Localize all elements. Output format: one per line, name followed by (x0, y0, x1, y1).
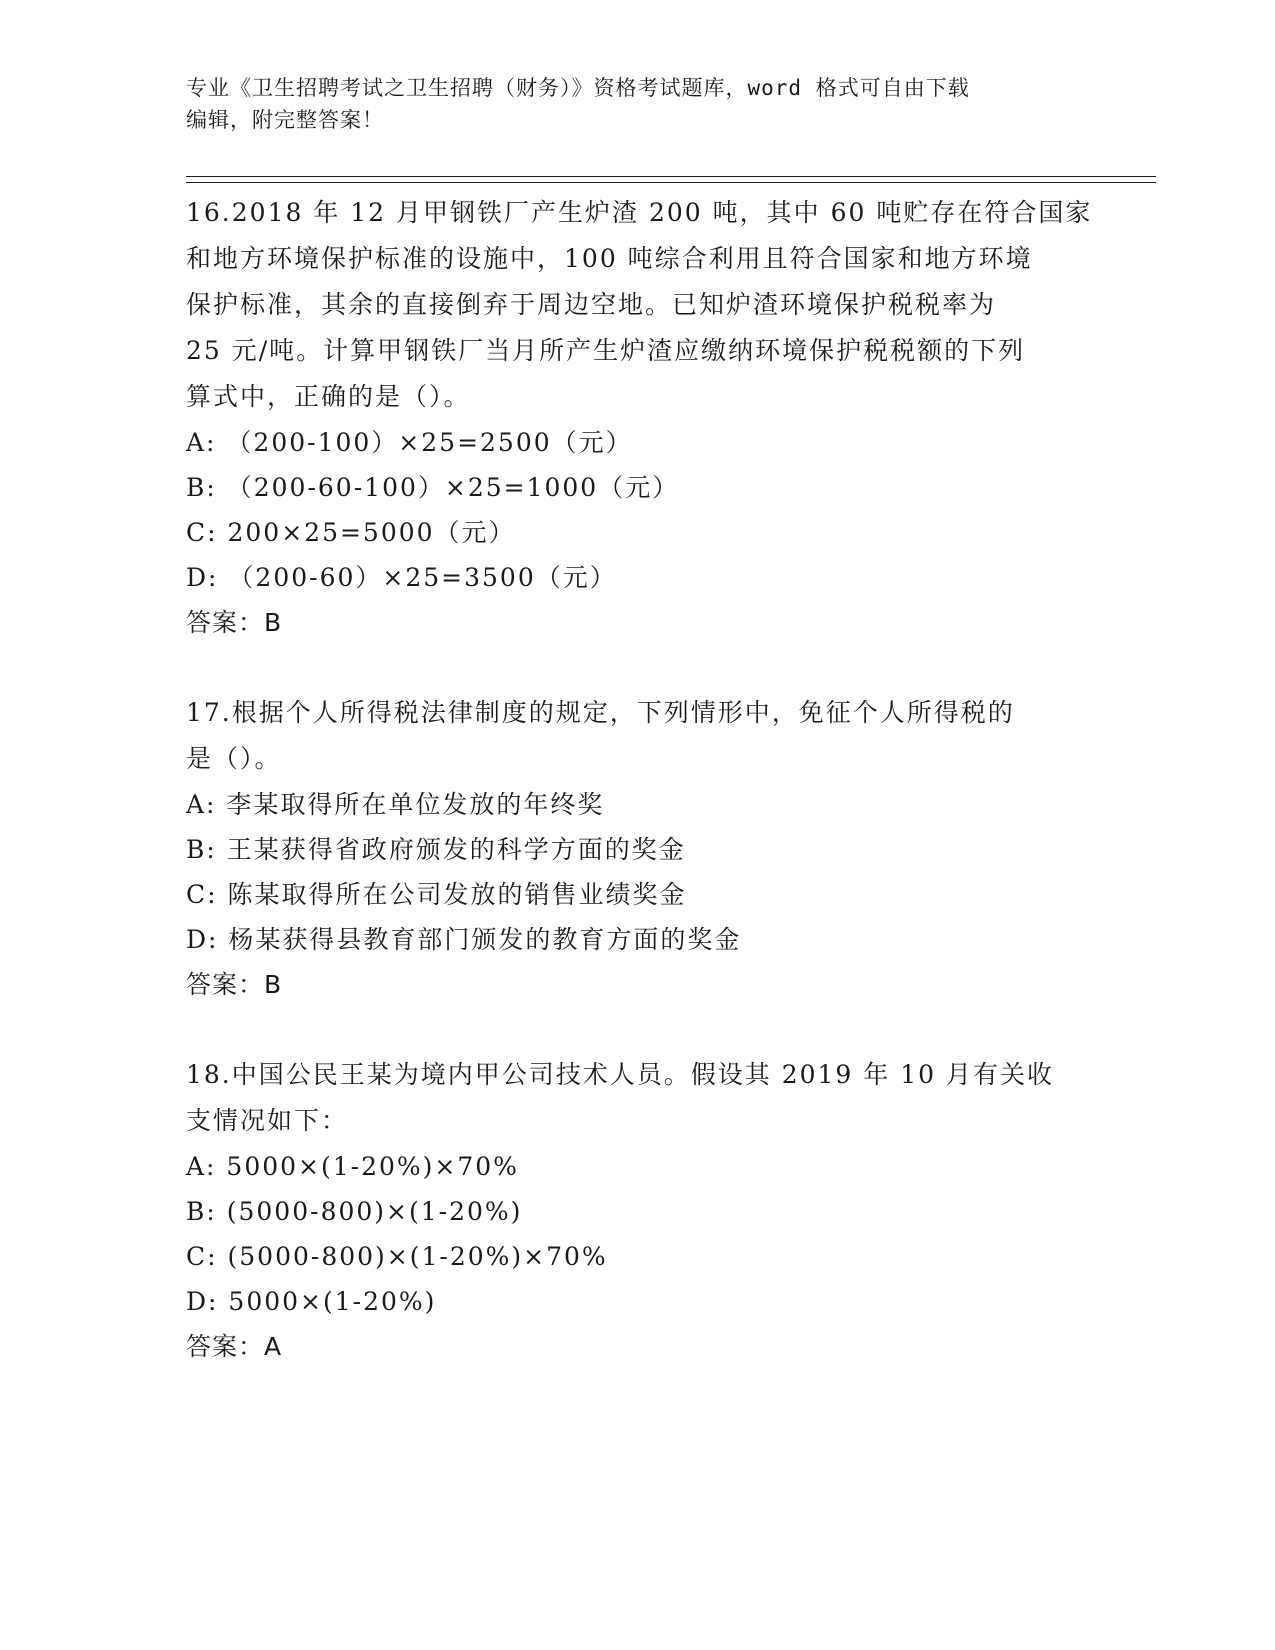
answer-label: 答案：A (186, 1332, 283, 1361)
question-16 (186, 190, 1093, 646)
option-a: A: （200-100）×25=2500（元） (186, 428, 633, 457)
option-a: A: 李某取得所在单位发放的年终奖 (186, 790, 605, 819)
question-text: 18.中国公民王某为境内甲公司技术人员。假设其 2019 年 10 月有关收 (186, 1060, 1054, 1089)
question-text: 算式中，正确的是（）。 (186, 382, 471, 411)
option-b: B: （200-60-100）×25=1000（元） (186, 473, 680, 502)
header-title-line: 专业《卫生招聘考试之卫生招聘（财务）》资格考试题库，word 格式可自由下载 (186, 76, 970, 100)
question-text: 16.2018 年 12 月甲钢铁厂产生炉渣 200 吨，其中 60 吨贮存在符合国家 (186, 198, 1093, 227)
option-a: A: 5000×(1-20%)×70% (186, 1152, 519, 1181)
question-17 (186, 690, 1086, 1008)
question-18 (186, 1052, 1086, 1370)
option-c: C: 200×25=5000（元） (186, 518, 516, 547)
question-spacer (186, 646, 1086, 690)
option-d: D: 杨某获得县教育部门颁发的教育方面的奖金 (186, 925, 742, 954)
question-text: 和地方环境保护标准的设施中，100 吨综合利用且符合国家和地方环境 (186, 244, 1033, 273)
header-divider (186, 182, 1156, 183)
question-text: 25 元/吨。计算甲钢铁厂当月所产生炉渣应缴纳环境保护税税额的下列 (186, 336, 1026, 365)
question-text: 支情况如下： (186, 1106, 349, 1135)
answer-label: 答案：B (186, 608, 283, 637)
option-d: D: （200-60）×25=3500（元） (186, 563, 617, 592)
question-list (186, 190, 1093, 1370)
option-c: C: 陈某取得所在公司发放的销售业绩奖金 (186, 880, 687, 909)
header-divider (186, 176, 1156, 177)
document-header (186, 72, 1086, 136)
question-text: 17.根据个人所得税法律制度的规定，下列情形中，免征个人所得税的 (186, 698, 1015, 727)
option-b: B: 王某获得省政府颁发的科学方面的奖金 (186, 835, 686, 864)
header-title-line: 编辑，附完整答案！ (186, 108, 384, 132)
question-text: 保护标准，其余的直接倒弃于周边空地。已知炉渣环境保护税税率为 (186, 290, 997, 319)
option-b: B: (5000-800)×(1-20%) (186, 1197, 523, 1226)
question-text: 是（）。 (186, 744, 282, 773)
option-c: C: (5000-800)×(1-20%)×70% (186, 1242, 608, 1271)
answer-label: 答案：B (186, 970, 283, 999)
question-spacer (186, 1008, 1086, 1052)
option-d: D: 5000×(1-20%) (186, 1287, 437, 1316)
